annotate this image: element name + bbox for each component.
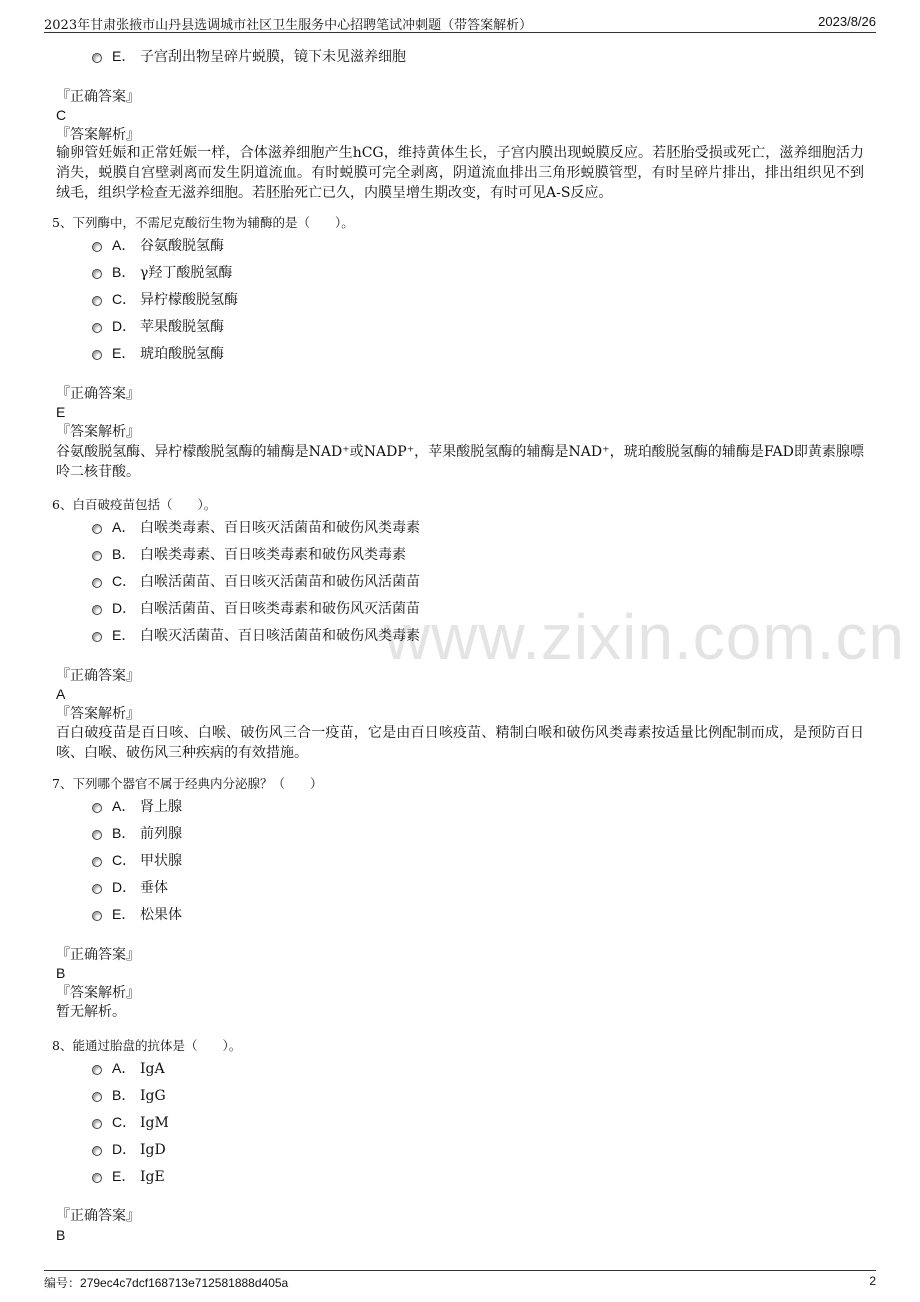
option-letter: B． — [112, 546, 136, 562]
q6-stem: 6、白百破疫苗包括（ ）。 — [52, 497, 217, 512]
q7-stem: 7、下列哪个器官不属于经典内分泌腺？（ ） — [52, 776, 323, 791]
page-header — [44, 12, 876, 33]
q6-option-b[interactable] — [92, 544, 406, 564]
option-letter: C． — [112, 1114, 137, 1130]
q7-answer-label: 『正确答案』 — [56, 947, 140, 963]
option-text: 白喉活菌苗、百日咳类毒素和破伤风灭活菌苗 — [140, 601, 420, 617]
radio-button-icon[interactable] — [92, 1065, 102, 1075]
q6-answer: A — [56, 686, 66, 702]
option-text: γ羟丁酸脱氢酶 — [140, 265, 233, 281]
option-letter: C． — [112, 291, 137, 307]
radio-button-icon[interactable] — [92, 605, 102, 615]
q7-option-b[interactable] — [92, 823, 182, 843]
q7-option-d[interactable] — [92, 877, 168, 897]
option-text: 白喉活菌苗、百日咳灭活菌苗和破伤风活菌苗 — [140, 574, 420, 590]
option-letter: C． — [112, 852, 137, 868]
q4-answer-label: 『正确答案』 — [56, 89, 140, 105]
radio-button-icon[interactable] — [92, 578, 102, 588]
q4-analysis-text: 输卵管妊娠和正常妊娠一样，合体滋养细胞产生hCG，维持黄体生长，子宫内膜出现蜕膜反应。若胚胎受损或死亡，滋养细胞活力消失，蜕膜自宫壁剥离而发生阴道流血。有时蜕膜可完全剥离，阴道流血排出三角形蜕膜管型，有时呈碎片排出，排出组织见不到绒毛，组织学检查无滋养细胞。若胚胎死亡已久，内膜呈增生期改变，有时可见A-S反应。 — [56, 145, 864, 201]
radio-button-icon[interactable] — [92, 1092, 102, 1102]
option-text: 琥珀酸脱氢酶 — [140, 346, 224, 362]
option-letter: A． — [112, 1060, 136, 1076]
radio-button-icon[interactable] — [92, 803, 102, 813]
radio-button-icon[interactable] — [92, 857, 102, 867]
document-code-label: 编号： — [44, 1276, 81, 1290]
q7-option-c[interactable] — [92, 850, 182, 870]
radio-button-icon[interactable] — [92, 350, 102, 360]
option-text: 甲状腺 — [140, 853, 182, 869]
q7-option-e[interactable] — [92, 904, 182, 924]
option-letter: E． — [112, 48, 136, 64]
radio-button-icon[interactable] — [92, 830, 102, 840]
q8-option-b[interactable] — [92, 1085, 166, 1105]
option-letter: B． — [112, 825, 136, 841]
option-text: IgA — [140, 1061, 165, 1077]
q8-option-d[interactable] — [92, 1139, 166, 1159]
q5-answer-label: 『正确答案』 — [56, 386, 140, 402]
option-text: 白喉类毒素、百日咳类毒素和破伤风类毒素 — [140, 547, 406, 563]
q5-answer: E — [56, 404, 66, 420]
q4-analysis-label: 『答案解析』 — [56, 127, 140, 143]
option-letter: E． — [112, 627, 136, 643]
radio-button-icon[interactable] — [92, 632, 102, 642]
document-code-value: 279ec4c7dcf168713e712581888d405a — [80, 1276, 289, 1290]
radio-button-icon[interactable] — [92, 53, 102, 63]
page-number: 2 — [869, 1274, 876, 1288]
radio-button-icon[interactable] — [92, 551, 102, 561]
q6-option-e[interactable] — [92, 625, 420, 645]
q6-option-d[interactable] — [92, 598, 420, 618]
radio-button-icon[interactable] — [92, 323, 102, 333]
q5-analysis-label: 『答案解析』 — [56, 424, 140, 440]
option-letter: D． — [112, 1141, 137, 1157]
q7-analysis-text: 暂无解析。 — [56, 1004, 126, 1020]
radio-button-icon[interactable] — [92, 884, 102, 894]
option-text: 白喉灭活菌苗、百日咳活菌苗和破伤风类毒素 — [140, 628, 420, 644]
q6-analysis-text: 百白破疫苗是百日咳、白喉、破伤风三合一疫苗，它是由百日咳疫苗、精制白喉和破伤风类毒素按适量比例配制而成，是预防百日咳、白喉、破伤风三种疾病的有效措施。 — [56, 725, 864, 761]
option-text: 子宫刮出物呈碎片蜕膜，镜下未见滋养细胞 — [140, 49, 406, 65]
option-text: IgD — [140, 1142, 166, 1158]
watermark: www.zixin.com.cn — [384, 601, 905, 673]
document-title: 2023年甘肃张掖市山丹县选调城市社区卫生服务中心招聘笔试冲刺题（带答案解析） — [44, 18, 533, 33]
option-text: 苹果酸脱氢酶 — [140, 319, 224, 335]
q5-option-c[interactable] — [92, 289, 238, 309]
option-letter: D． — [112, 318, 137, 334]
radio-button-icon[interactable] — [92, 269, 102, 279]
q6-analysis-label: 『答案解析』 — [56, 706, 140, 722]
option-letter: A． — [112, 237, 136, 253]
option-letter: C． — [112, 573, 137, 589]
option-letter: A． — [112, 519, 136, 535]
option-letter: D． — [112, 879, 137, 895]
q7-option-a[interactable] — [92, 796, 182, 816]
q5-option-e[interactable] — [92, 343, 224, 363]
radio-button-icon[interactable] — [92, 1146, 102, 1156]
q6-option-a[interactable] — [92, 517, 420, 537]
radio-button-icon[interactable] — [92, 524, 102, 534]
q8-option-a[interactable] — [92, 1058, 165, 1078]
q5-option-b[interactable] — [92, 262, 232, 282]
option-letter: E． — [112, 345, 136, 361]
radio-button-icon[interactable] — [92, 242, 102, 252]
radio-button-icon[interactable] — [92, 296, 102, 306]
radio-button-icon[interactable] — [92, 1173, 102, 1183]
q8-option-e[interactable] — [92, 1166, 165, 1186]
q5-option-d[interactable] — [92, 316, 224, 336]
option-text: IgE — [140, 1169, 165, 1185]
option-text: 异柠檬酸脱氢酶 — [140, 292, 238, 308]
header-date: 2023/8/26 — [818, 14, 876, 29]
q5-analysis-text: 谷氨酸脱氢酶、异柠檬酸脱氢酶的辅酶是NAD⁺或NADP⁺，苹果酸脱氢酶的辅酶是NAD⁺，琥珀酸脱氢酶的辅酶是FAD即黄素腺嘌呤二核苷酸。 — [56, 444, 864, 480]
option-letter: D． — [112, 600, 137, 616]
option-text: 谷氨酸脱氢酶 — [140, 238, 224, 254]
option-letter: B． — [112, 264, 136, 280]
option-text: 垂体 — [140, 880, 168, 896]
q5-stem: 5、下列酶中，不需尼克酸衍生物为辅酶的是（ ）。 — [52, 215, 354, 230]
radio-button-icon[interactable] — [92, 911, 102, 921]
option-letter: B． — [112, 1087, 136, 1103]
option-letter: E． — [112, 1168, 136, 1184]
radio-button-icon[interactable] — [92, 1119, 102, 1129]
document-code — [44, 1274, 288, 1291]
page-footer — [44, 1270, 876, 1295]
option-text: 白喉类毒素、百日咳灭活菌苗和破伤风类毒素 — [140, 520, 420, 536]
option-text: IgG — [140, 1088, 166, 1104]
q7-analysis-label: 『答案解析』 — [56, 985, 140, 1001]
option-letter: E． — [112, 906, 136, 922]
q6-option-c[interactable] — [92, 571, 420, 591]
q8-stem: 8、能通过胎盘的抗体是（ ）。 — [52, 1038, 242, 1053]
option-letter: A． — [112, 798, 136, 814]
q4-option-e[interactable] — [92, 46, 406, 66]
q7-answer: B — [56, 965, 66, 981]
q8-answer-label: 『正确答案』 — [56, 1208, 140, 1224]
option-text: 前列腺 — [140, 826, 182, 842]
option-text: 松果体 — [140, 907, 182, 923]
q5-option-a[interactable] — [92, 235, 224, 255]
q6-answer-label: 『正确答案』 — [56, 668, 140, 684]
q8-option-c[interactable] — [92, 1112, 169, 1132]
q8-answer: B — [56, 1227, 66, 1243]
q4-answer: C — [56, 107, 67, 123]
option-text: IgM — [140, 1115, 169, 1131]
option-text: 肾上腺 — [140, 799, 182, 815]
